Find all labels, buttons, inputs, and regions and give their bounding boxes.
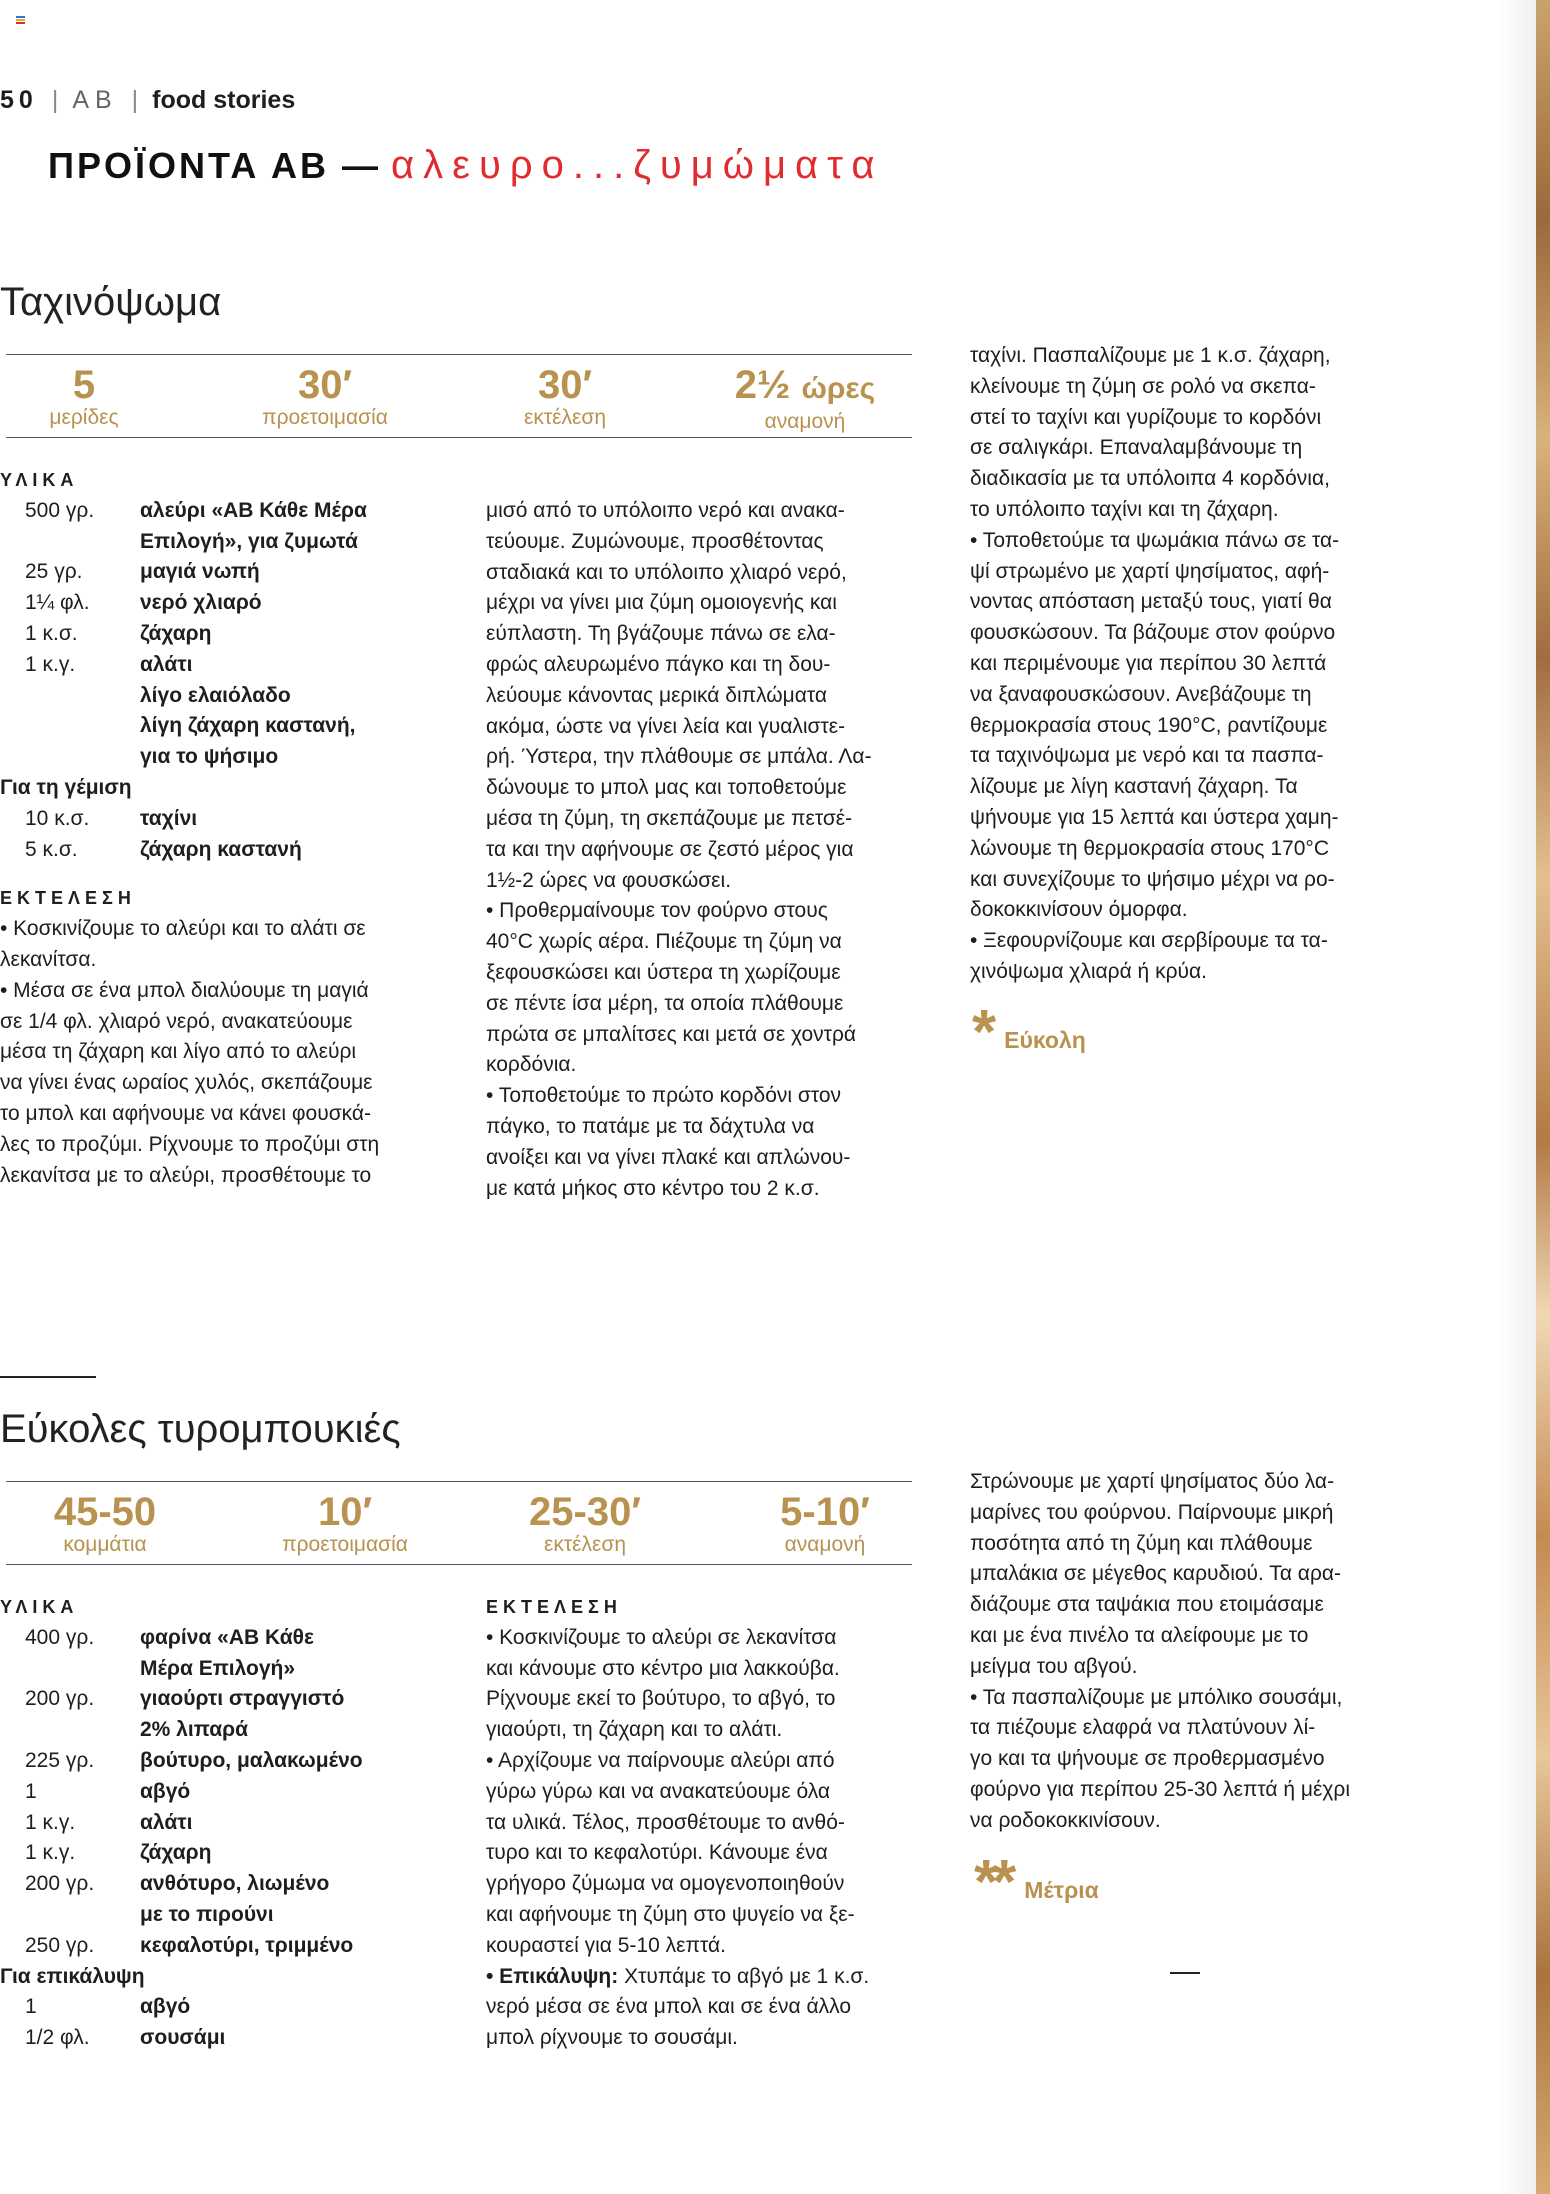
method-line: λίζουμε με λίγη καστανή ζάχαρη. Τα bbox=[970, 775, 1298, 799]
coating-list bbox=[0, 1992, 440, 2054]
stat-value: 5-10′ bbox=[780, 1490, 870, 1534]
method-line: εύπλαστη. Τη βγάζουμε πάνω σε ελα- bbox=[486, 622, 836, 646]
method-line: πάγκο, το πατάμε με τα δάχτυλα να bbox=[486, 1114, 815, 1138]
stat-value: 5 bbox=[72, 363, 96, 407]
ingredient-row bbox=[0, 835, 440, 866]
method-line: με κατά μήκος στο κέντρο του 2 κ.σ. bbox=[486, 1176, 820, 1200]
stat-label: αναμονή bbox=[784, 1533, 866, 1556]
method-line: κουραστεί για 5-10 λεπτά. bbox=[486, 1933, 726, 1957]
method-line: γιαούρτι, τη ζάχαρη και το αλάτι. bbox=[486, 1718, 783, 1742]
method-line: • Προθερμαίνουμε τον φούρνο στους bbox=[486, 899, 828, 923]
stat-cook-time bbox=[505, 1492, 665, 1556]
adjacent-page-photo-strip bbox=[1536, 0, 1550, 2194]
ingredient-name: κεφαλοτύρι, τριμμένο bbox=[140, 1933, 354, 1957]
method-line: το μπολ και αφήνουμε να κάνει φουσκά- bbox=[0, 1101, 372, 1125]
ingredient-row bbox=[0, 1684, 440, 1715]
ingredient-row bbox=[0, 1869, 440, 1900]
ingredient-row bbox=[0, 711, 440, 742]
recipe1-method-column-2 bbox=[486, 496, 926, 1204]
coating-step-text: Χτυπάμε το αβγό με 1 κ.σ. bbox=[618, 1964, 870, 1988]
method-text bbox=[486, 496, 926, 1204]
method-line: και αφήνουμε τη ζύμη στο ψυγείο να ξε- bbox=[486, 1902, 855, 1926]
stat-label: αναμονή bbox=[764, 410, 846, 433]
page-number: 50 bbox=[0, 86, 38, 114]
method-line: ψήνουμε για 15 λεπτά και ύστερα χαμη- bbox=[970, 805, 1339, 829]
filling-list bbox=[0, 804, 440, 866]
method-heading: ΕΚΤΕΛΕΣΗ bbox=[486, 1597, 622, 1617]
ingredients-heading: ΥΛΙΚΑ bbox=[0, 1597, 79, 1617]
ingredient-name: αλάτι bbox=[140, 1810, 193, 1834]
ingredient-qty bbox=[0, 527, 140, 558]
method-line: τα πιέζουμε ελαφρά να πλατύνουν λί- bbox=[970, 1716, 1316, 1740]
recipe2-method-column-2 bbox=[486, 1592, 926, 2054]
method-line: φουσκώσουν. Τα βάζουμε στον φούρνο bbox=[970, 621, 1336, 645]
ingredient-qty: 10 κ.σ. bbox=[25, 806, 90, 830]
method-line: σε 1/4 φλ. χλιαρό νερό, ανακατεύουμε bbox=[0, 1009, 353, 1033]
method-line: σε σαλιγκάρι. Επαναλαμβάνουμε τη bbox=[970, 436, 1303, 460]
ingredient-qty bbox=[0, 711, 140, 742]
ingredient-name: ζάχαρη bbox=[140, 1841, 212, 1865]
section-name: food stories bbox=[152, 86, 296, 114]
method-line: δοκοκκινίσουν όμορφα. bbox=[970, 898, 1188, 922]
method-line: φρώς αλευρωμένο πάγκο και τη δου- bbox=[486, 652, 831, 676]
header-separator: | bbox=[131, 86, 139, 114]
ingredients-list bbox=[0, 1623, 440, 1962]
method-line: γύρω γύρω και να ανακατεύουμε όλα bbox=[486, 1779, 831, 1803]
method-line: • Μέσα σε ένα μπολ διαλύουμε τη μαγιά bbox=[0, 978, 369, 1002]
method-line: διαδικασία με τα υπόλοιπα 4 κορδόνια, bbox=[970, 467, 1330, 491]
method-line: στεί το ταχίνι και γυρίζουμε το κορδόνι bbox=[970, 405, 1322, 429]
coating-step-label: • Επικάλυψη: bbox=[486, 1964, 619, 1988]
stats-top-rule bbox=[6, 1481, 912, 1482]
difficulty-star-icon: ** bbox=[974, 1848, 1011, 1917]
ingredient-qty: 1 κ.γ. bbox=[25, 652, 76, 676]
method-line: λεύουμε κάνοντας μερικά διπλώματα bbox=[486, 683, 828, 707]
method-line: ξεφουσκώσει και ύστερα τη χωρίζουμε bbox=[486, 960, 841, 984]
method-line: ταχίνι. Πασπαλίζουμε με 1 κ.σ. ζάχαρη, bbox=[970, 344, 1331, 367]
ingredient-name: φαρίνα «ΑΒ Κάθε bbox=[140, 1625, 314, 1649]
ingredient-name: λίγη ζάχαρη καστανή, bbox=[140, 714, 356, 738]
ingredient-name: με το πιρούνι bbox=[140, 1902, 274, 1926]
method-line: και συνεχίζουμε το ψήσιμο μέχρι να ρο- bbox=[970, 867, 1335, 891]
method-text bbox=[970, 1467, 1410, 1837]
method-line: Ρίχνουμε εκεί το βούτυρο, το αβγό, το bbox=[486, 1687, 836, 1711]
method-line: • Τοποθετούμε τα ψωμάκια πάνω σε τα- bbox=[970, 528, 1340, 552]
method-text bbox=[0, 914, 440, 1191]
method-line: μισό από το υπόλοιπο νερό και ανακα- bbox=[486, 499, 845, 522]
ingredient-name: Επιλογή», για ζυμωτά bbox=[140, 529, 358, 553]
ingredient-row bbox=[0, 804, 440, 835]
stat-value-suffix: ώρες bbox=[801, 372, 876, 405]
page-title-accent: αλευρο...ζυμώματα bbox=[391, 143, 884, 187]
stat-label: προετοιμασία bbox=[262, 406, 388, 429]
method-line: διάζουμε στα ταψάκια που ετοιμάσαμε bbox=[970, 1593, 1324, 1617]
ingredient-qty: 400 γρ. bbox=[25, 1625, 95, 1649]
ingredient-name: ζάχαρη bbox=[140, 621, 212, 645]
page-title bbox=[48, 143, 884, 188]
ingredient-name: νερό χλιαρό bbox=[140, 591, 262, 615]
ingredient-qty: 1 bbox=[25, 1995, 37, 2019]
method-line: ψί στρωμένο με χαρτί ψησίματος, αφή- bbox=[970, 559, 1330, 583]
stats-bottom-rule bbox=[6, 437, 912, 438]
ingredient-name: λίγο ελαιόλαδο bbox=[140, 683, 291, 707]
method-line: • Κοσκινίζουμε το αλεύρι σε λεκανίτσα bbox=[486, 1625, 837, 1649]
method-line: τυρο και το κεφαλοτύρι. Κάνουμε ένα bbox=[486, 1841, 828, 1865]
ingredient-qty: 1 κ.σ. bbox=[25, 621, 78, 645]
ingredient-row bbox=[0, 1838, 440, 1869]
stat-label: προετοιμασία bbox=[282, 1533, 408, 1556]
method-line: λεκανίτσα. bbox=[0, 947, 97, 971]
page-header bbox=[0, 86, 295, 115]
method-line: μείγμα του αβγού. bbox=[970, 1654, 1138, 1678]
recipe2-method-column-3 bbox=[970, 1467, 1410, 1837]
method-line: τα ταχινόψωμα με νερό και τα πασπα- bbox=[970, 744, 1324, 768]
stat-value: 45-50 bbox=[53, 1490, 157, 1534]
ingredient-name: αβγό bbox=[140, 1779, 191, 1803]
stat-value: 25-30′ bbox=[529, 1490, 641, 1534]
method-heading: ΕΚΤΕΛΕΣΗ bbox=[0, 888, 136, 909]
method-line: σε πέντε ίσα μέρη, τα οποία πλάθουμε bbox=[486, 991, 844, 1015]
stat-label: εκτέλεση bbox=[543, 1533, 627, 1556]
ingredient-qty bbox=[0, 681, 140, 712]
method-line: κορδόνια. bbox=[486, 1053, 577, 1077]
recipe2-ingredients-column bbox=[0, 1592, 440, 2054]
ingredients-heading: ΥΛΙΚΑ bbox=[0, 470, 79, 490]
ingredient-row bbox=[0, 1715, 440, 1746]
method-line: 40°C χωρίς αέρα. Πιέζουμε τη ζύμη να bbox=[486, 930, 842, 954]
ingredient-name: 2% λιπαρά bbox=[140, 1718, 249, 1742]
ingredient-name: αβγό bbox=[140, 1995, 191, 2019]
ingredient-qty: 225 γρ. bbox=[25, 1748, 95, 1772]
ingredient-row bbox=[0, 619, 440, 650]
stat-wait-time bbox=[755, 1492, 895, 1556]
method-line: ποσότητα από τη ζύμη και πλάθουμε bbox=[970, 1531, 1313, 1555]
method-text bbox=[486, 1992, 926, 2054]
method-line: ρή. Ύστερα, την πλάθουμε σε μπάλα. Λα- bbox=[486, 745, 872, 769]
method-line: να γίνει ένας ωραίος χυλός, σκεπάζουμε bbox=[0, 1071, 373, 1095]
ingredient-name: Μέρα Επιλογή» bbox=[140, 1656, 296, 1680]
method-line: πρώτα σε μπαλίτσες και μετά σε χοντρά bbox=[486, 1022, 857, 1046]
recipe1-ingredients-column bbox=[0, 465, 440, 1191]
header-separator: | bbox=[51, 86, 59, 114]
stat-prep-time bbox=[245, 1492, 445, 1556]
ingredient-qty: 500 γρ. bbox=[25, 498, 95, 522]
ingredient-qty: 1/2 φλ. bbox=[25, 2026, 90, 2050]
ingredient-qty: 200 γρ. bbox=[25, 1687, 95, 1711]
method-line: κλείνουμε τη ζύμη σε ρολό να σκεπα- bbox=[970, 374, 1316, 398]
stat-value: 10′ bbox=[317, 1490, 373, 1534]
ingredient-qty bbox=[0, 1654, 140, 1685]
method-line: τεύουμε. Ζυμώνουμε, προσθέτοντας bbox=[486, 529, 824, 553]
method-line: Στρώνουμε με χαρτί ψησίματος δύο λα- bbox=[970, 1470, 1335, 1493]
ingredient-qty: 1¼ φλ. bbox=[25, 591, 90, 615]
ingredient-name: γιαούρτι στραγγιστό bbox=[140, 1687, 345, 1711]
ingredient-row bbox=[0, 527, 440, 558]
method-line: δώνουμε το μπολ μας και τοποθετούμε bbox=[486, 776, 847, 800]
method-line: • Ξεφουρνίζουμε και σερβίρουμε τα τα- bbox=[970, 929, 1328, 953]
difficulty-indicator bbox=[974, 1848, 1099, 1917]
ingredient-qty bbox=[0, 1715, 140, 1746]
method-line: • Αρχίζουμε να παίρνουμε αλεύρι από bbox=[486, 1748, 835, 1772]
method-line: γο και τα ψήνουμε σε προθερμασμένο bbox=[970, 1747, 1325, 1771]
method-line: ανοίξει και να γίνει πλακέ και απλώνου- bbox=[486, 1145, 851, 1169]
stat-value: 2½ bbox=[734, 363, 791, 407]
ingredient-row bbox=[0, 1623, 440, 1654]
method-line: νερό μέσα σε ένα μπολ και σε ένα άλλο bbox=[486, 1995, 851, 2019]
method-line: λώνουμε τη θερμοκρασία στους 170°C bbox=[970, 836, 1329, 860]
method-line: θερμοκρασία στους 190°C, ραντίζουμε bbox=[970, 713, 1328, 737]
method-line: 1½-2 ώρες να φουσκώσει. bbox=[486, 868, 732, 892]
brand-name: ΑΒ bbox=[72, 86, 118, 114]
stats-bottom-rule bbox=[6, 1564, 912, 1565]
stat-label: κομμάτια bbox=[63, 1533, 147, 1556]
method-line: • Κοσκινίζουμε το αλεύρι και το αλάτι σε bbox=[0, 917, 366, 941]
difficulty-star-icon: * bbox=[972, 998, 991, 1067]
stats-top-rule bbox=[6, 354, 912, 355]
stat-prep-time bbox=[225, 365, 425, 429]
section-divider bbox=[0, 1376, 96, 1378]
method-line: μπολ ρίχνουμε το σουσάμι. bbox=[486, 2026, 738, 2050]
method-line: και με ένα πινέλο τα αλείφουμε με το bbox=[970, 1623, 1309, 1647]
method-line: φούρνο για περίπου 25-30 λεπτά ή μέχρι bbox=[970, 1777, 1351, 1801]
method-line: • Τοποθετούμε το πρώτο κορδόνι στον bbox=[486, 1084, 842, 1108]
filling-heading: Για τη γέμιση bbox=[0, 775, 132, 799]
ingredient-name: ζάχαρη καστανή bbox=[140, 837, 302, 861]
page-title-main: ΠΡΟΪΟΝΤΑ ΑΒ — bbox=[48, 145, 381, 186]
method-line: • Τα πασπαλίζουμε με μπόλικο σουσάμι, bbox=[970, 1685, 1343, 1709]
recipe-title: Ταχινόψωμα bbox=[0, 280, 222, 324]
ingredient-qty: 1 κ.γ. bbox=[25, 1841, 76, 1865]
method-line: νοντας απόσταση μεταξύ τους, γιατί θα bbox=[970, 590, 1332, 614]
ingredient-row bbox=[0, 1808, 440, 1839]
ingredient-row bbox=[0, 742, 440, 773]
method-line: χινόψωμα χλιαρά ή κρύα. bbox=[970, 959, 1207, 983]
ingredient-name: ανθότυρο, λιωμένο bbox=[140, 1872, 330, 1896]
method-line: μέχρι να γίνει μια ζύμη ομοιογενής και bbox=[486, 591, 837, 615]
viewer-menu-icon[interactable] bbox=[16, 16, 25, 24]
ingredient-qty: 250 γρ. bbox=[25, 1933, 95, 1957]
method-line: λεκανίτσα με το αλεύρι, προσθέτουμε το bbox=[0, 1163, 372, 1187]
stat-label: εκτέλεση bbox=[523, 406, 607, 429]
ingredient-row bbox=[0, 1654, 440, 1685]
method-line: τα υλικά. Τέλος, προσθέτουμε το ανθό- bbox=[486, 1810, 845, 1834]
method-line: να ροδοκοκκινίσουν. bbox=[970, 1808, 1161, 1832]
ingredient-row bbox=[0, 588, 440, 619]
ingredient-row bbox=[0, 1746, 440, 1777]
ingredient-qty: 25 γρ. bbox=[25, 560, 83, 584]
method-line: ακόμα, ώστε να γίνει λεία και γυαλιστε- bbox=[486, 714, 846, 738]
ingredients-list bbox=[0, 496, 440, 773]
ingredient-row bbox=[0, 1900, 440, 1931]
ingredient-name: για το ψήσιμο bbox=[140, 745, 279, 769]
page-gutter-shadow bbox=[1498, 0, 1536, 2194]
ingredient-row bbox=[0, 2023, 440, 2054]
ingredient-row bbox=[0, 557, 440, 588]
ingredient-name: μαγιά νωπή bbox=[140, 560, 260, 584]
stat-servings bbox=[24, 365, 144, 429]
ingredient-name: αλάτι bbox=[140, 652, 193, 676]
method-text bbox=[970, 341, 1410, 988]
method-line: το υπόλοιπο ταχίνι και τη ζάχαρη. bbox=[970, 497, 1279, 521]
method-line: μέσα τη ζάχαρη και λίγο από το αλεύρι bbox=[0, 1040, 357, 1064]
stat-label: μερίδες bbox=[49, 406, 119, 429]
recipe1-method-column-3 bbox=[970, 341, 1410, 988]
ingredient-name: βούτυρο, μαλακωμένο bbox=[140, 1748, 363, 1772]
recipe-title: Εύκολες τυρομπουκιές bbox=[0, 1407, 401, 1451]
ingredient-qty: 200 γρ. bbox=[25, 1872, 95, 1896]
difficulty-label: Μέτρια bbox=[1024, 1876, 1099, 1903]
ingredient-qty: 1 bbox=[25, 1779, 37, 1803]
ingredient-qty bbox=[0, 742, 140, 773]
method-line: σταδιακά και το υπόλοιπο χλιαρό νερό, bbox=[486, 560, 847, 584]
method-line: μέσα τη ζύμη, τη σκεπάζουμε με πετσέ- bbox=[486, 806, 853, 830]
stat-value: 30′ bbox=[537, 363, 593, 407]
difficulty-indicator bbox=[972, 998, 1086, 1067]
ingredient-name: αλεύρι «ΑΒ Κάθε Μέρα bbox=[140, 498, 367, 522]
ingredient-name: ταχίνι bbox=[140, 806, 198, 830]
stat-cook-time bbox=[490, 365, 640, 429]
ingredient-name: σουσάμι bbox=[140, 2026, 226, 2050]
method-line: και περιμένουμε για περίπου 30 λεπτά bbox=[970, 651, 1327, 675]
ingredient-qty: 1 κ.γ. bbox=[25, 1810, 76, 1834]
end-mark bbox=[1170, 1972, 1200, 1974]
method-line: να ξαναφουσκώσουν. Ανεβάζουμε τη bbox=[970, 682, 1312, 706]
ingredient-row bbox=[0, 1777, 440, 1808]
method-line: μπαλάκια σε μέγεθος καρυδιού. Τα αρα- bbox=[970, 1562, 1342, 1586]
ingredient-qty: 5 κ.σ. bbox=[25, 837, 78, 861]
method-line: λες το προζύμι. Ρίχνουμε το προζύμι στη bbox=[0, 1132, 380, 1156]
coating-step bbox=[486, 1962, 926, 1993]
ingredient-qty bbox=[0, 1900, 140, 1931]
method-line: και κάνουμε στο κέντρο μια λακκούβα. bbox=[486, 1656, 840, 1680]
ingredient-row bbox=[0, 1992, 440, 2023]
ingredient-row bbox=[0, 681, 440, 712]
difficulty-label: Εύκολη bbox=[1004, 1026, 1086, 1053]
stat-pieces bbox=[30, 1492, 180, 1556]
method-line: μαρίνες του φούρνου. Παίρνουμε μικρή bbox=[970, 1500, 1334, 1524]
ingredient-row bbox=[0, 650, 440, 681]
ingredient-row bbox=[0, 496, 440, 527]
method-line: γρήγορο ζύμωμα να ομογενοποιηθούν bbox=[486, 1872, 845, 1896]
coating-heading: Για επικάλυψη bbox=[0, 1964, 145, 1988]
stat-value: 30′ bbox=[297, 363, 353, 407]
stat-wait-time bbox=[715, 365, 895, 433]
method-text bbox=[486, 1623, 926, 1962]
method-line: τα και την αφήνουμε σε ζεστό μέρος για bbox=[486, 837, 854, 861]
ingredient-row bbox=[0, 1931, 440, 1962]
